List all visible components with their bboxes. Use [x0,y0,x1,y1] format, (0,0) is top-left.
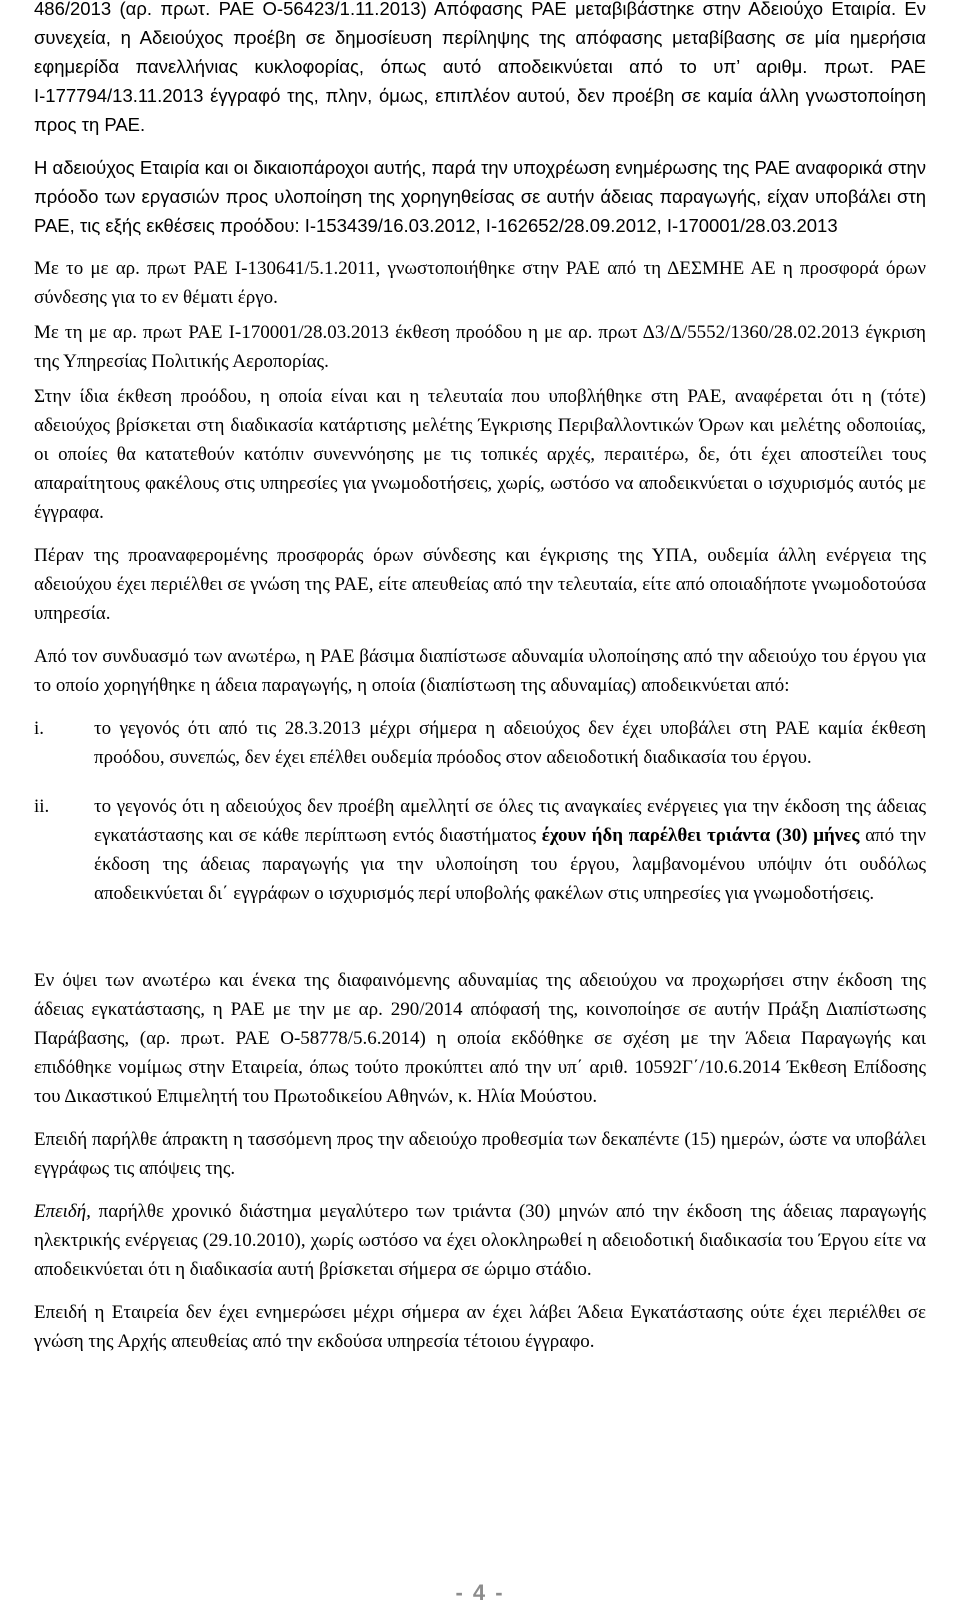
paragraph-9: Επειδή παρήλθε άπρακτη η τασσόμενη προς την αδειούχο προθεσμία των δεκαπέντε (15) ημερών, ώστε να υποβάλει εγγράφως τις απόψεις της. [34,1129,926,1179]
list-item-text: το γεγονός ότι από τις 28.3.2013 μέχρι σήμερα η αδειούχος δεν έχει υποβάλει στη ΡΑΕ καμία έκθεση προόδου, συνεπώς, δεν έχει επέλθει ουδεμία πρόοδος στον αδειοδοτική διαδικασία του έργου. [94,718,926,768]
list-item-text [94,792,926,908]
list-marker: i. [34,718,45,739]
paragraph-10-text: παρήλθε χρονικό διάστημα μεγαλύτερο των τριάντα (30) μηνών από την έκδοση της άδειας παραγωγής ηλεκτρικής ενέργειας (29.10.2010), χωρίς ωστόσο να έχει ολοκληρωθεί η αδειοδοτική διαδικασία του Έργου είτε να αποδεικνύεται ότι η διαδικασία αυτή βρίσκεται σήμερα σε ώριμο στάδιο. [34,1201,926,1280]
page-number: - 4 - [455,1580,505,1605]
paragraph-6: Πέραν της προαναφερομένης προσφοράς όρων σύνδεσης και έγκρισης της ΥΠΑ, ουδεμία άλλη ενέργεια της αδειούχου έχει περιέλθει σε γνώση της ΡΑΕ, είτε απευθείας από την τελευταία, είτε από οποιαδήποτε γνωμοδοτούσα υπηρεσία. [34,545,926,624]
paragraph-10 [34,1197,926,1284]
paragraph-10-italic: Επειδή, [34,1201,91,1222]
list-item-text-part: από την έκδοση της άδειας παραγωγής για την υλοποίηση του έργου, λαμβανομένου υπόψιν ότι ουδόλως αποδεικνύεται δι΄ εγγράφων ο ισχυρισμός περί υποβολής φακέλων στις υπηρεσίες για γνωμοδοτήσεις. [94,825,926,904]
paragraph-7: Από τον συνδυασμό των ανωτέρω, η ΡΑΕ βάσιμα διαπίστωσε αδυναμία υλοποίησης από την αδειούχο του έργου για το οποίο χορηγήθηκε η άδεια παραγωγής, η οποία (διαπίστωση της αδυναμίας) αποδεικνύεται από: [34,646,926,696]
paragraph-4: Με τη με αρ. πρωτ ΡΑΕ Ι-170001/28.03.2013 έκθεση προόδου η με αρ. πρωτ Δ3/Δ/5552/1360/28.02.2013 έγκριση της Υπηρεσίας Πολιτικής Αεροπορίας. [34,322,926,372]
paragraph-3: Με το με αρ. πρωτ ΡΑΕ Ι-130641/5.1.2011, γνωστοποιήθηκε στην ΡΑΕ από τη ΔΕΣΜΗΕ ΑΕ η προσφορά όρων σύνδεσης για το εν θέματι έργο. [34,258,926,308]
paragraph-11: Επειδή η Εταιρεία δεν έχει ενημερώσει μέχρι σήμερα αν έχει λάβει Άδεια Εγκατάστασης ούτε έχει περιέλθει σε γνώση της Αρχής απευθείας από την εκδούσα υπηρεσία τέτοιου έγγραφο. [34,1302,926,1352]
list-marker: ii. [34,796,50,817]
paragraph-1: 486/2013 (αρ. πρωτ. ΡΑΕ Ο-56423/1.11.2013) Απόφασης ΡΑΕ μεταβιβάστηκε στην Αδειούχο Εταιρία. Εν συνεχεία, η Αδειούχος προέβη σε δημοσίευση περίληψης της απόφασης μεταβίβασης σε μία ημερήσια εφημερίδα πανελλήνιας κυκλοφορίας, όπως αυτό αποδεικνύεται από το υπ’ αριθμ. πρωτ. ΡΑΕ Ι-177794/13.11.2013 έγγραφό της, πλην, όμως, επιπλέον αυτού, δεν προέβη σε καμία άλλη γνωστοποίηση προς τη ΡΑΕ. [34,0,926,135]
list-item [34,714,926,772]
paragraph-5: Στην ίδια έκθεση προόδου, η οποία είναι και η τελευταία που υποβλήθηκε στη ΡΑΕ, αναφέρεται ότι η (τότε) αδειούχος βρίσκεται στη διαδικασία κατάρτισης μελέτης Έγκρισης Περιβαλλοντικών Όρων και μελέτης οδοποιίας, οι οποίες θα κατατεθούν κατόπιν συνεννόησης με τις τοπικές αρχές, περαιτέρω, δε, ότι έχει αποστείλει τους απαραίτητους φακέλους στις υπηρεσίες για γνωμοδοτήσεις, χωρίς, ωστόσο να αποδεικνύεται ο ισχυρισμός αυτός με έγγραφα. [34,386,926,523]
list-item-text-part: το γεγονός ότι η αδειούχος δεν προέβη αμελλητί σε όλες τις αναγκαίες ενέργειες για την έκδοση της άδειας εγκατάστασης και σε κάθε περίπτωση εντός διαστήματος [94,796,926,846]
paragraph-8: Εν όψει των ανωτέρω και ένεκα της διαφαινόμενης αδυναμίας της αδειούχου να προχωρήσει στην έκδοση της άδειας εγκατάστασης, η ΡΑΕ με την με αρ. 290/2014 απόφασή της, κοινοποίησε σε αυτήν Πράξη Διαπίστωσης Παράβασης, (αρ. πρωτ. ΡΑΕ Ο-58778/5.6.2014) η οποία εκδόθηκε σε σχέση με την Άδεια Παραγωγής και επιδόθηκε νομίμως στην Εταιρεία, όπως τούτο προκύπτει από την υπ΄ αριθ. 10592Γ΄/10.6.2014 Έκθεση Επίδοσης του Δικαστικού Επιμελητή του Πρωτοδικείου Αθηνών, κ. Ηλία Μούστου. [34,970,926,1107]
list-item-emphasis: έχουν ήδη παρέλθει τριάντα (30) μήνες [541,825,860,846]
reasons-list [34,714,926,908]
list-item [34,792,926,908]
paragraph-2: Η αδειούχος Εταιρία και οι δικαιοπάροχοι αυτής, παρά την υποχρέωση ενημέρωσης της ΡΑΕ αναφορικά στην πρόοδο των εργασιών προς υλοποίηση της χορηγηθείσας σε αυτήν άδειας παραγωγής, είχαν υποβάλει στη ΡΑΕ, τις εξής εκθέσεις προόδου: Ι-153439/16.03.2012, Ι-162652/28.09.2012, Ι-170001/28.03.2013 [34,157,926,236]
